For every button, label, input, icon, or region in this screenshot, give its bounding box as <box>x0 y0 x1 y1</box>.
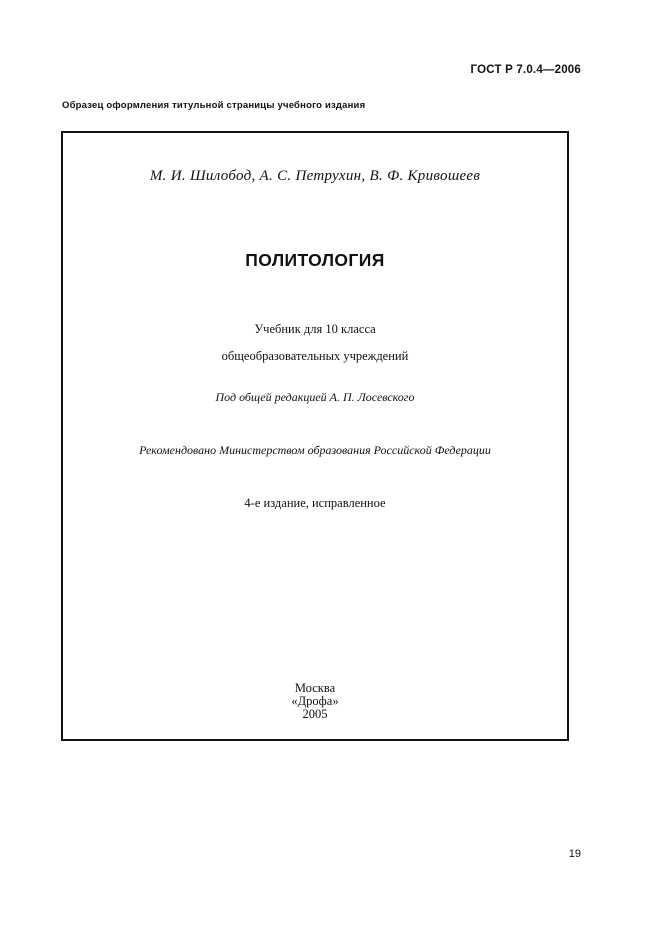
subtitle-line-1: Учебник для 10 класса <box>254 322 376 336</box>
page-number: 19 <box>568 848 581 860</box>
sample-caption: Образец оформления титульной страницы учебного издания <box>62 100 366 111</box>
editor-line: Под общей редакцией А. П. Лосевского <box>215 390 415 404</box>
imprint-city: Москва <box>294 681 336 695</box>
imprint-block <box>63 682 567 721</box>
book-title: ПОЛИТОЛОГИЯ <box>245 250 385 270</box>
recommendation-line: Рекомендовано Министерством образования Российской Федерации <box>139 443 491 457</box>
subtitle-line-2: общеобразовательных учреждений <box>221 349 409 363</box>
authors: М. И. Шилобод, А. С. Петрухин, В. Ф. Кривошеев <box>149 168 481 184</box>
imprint-year: 2005 <box>302 707 328 721</box>
edition-line: 4-е издание, исправленное <box>244 496 386 510</box>
standard-code: ГОСТ Р 7.0.4—2006 <box>470 64 581 76</box>
title-page-frame <box>61 131 569 741</box>
imprint-publisher: «Дрофа» <box>291 694 339 708</box>
